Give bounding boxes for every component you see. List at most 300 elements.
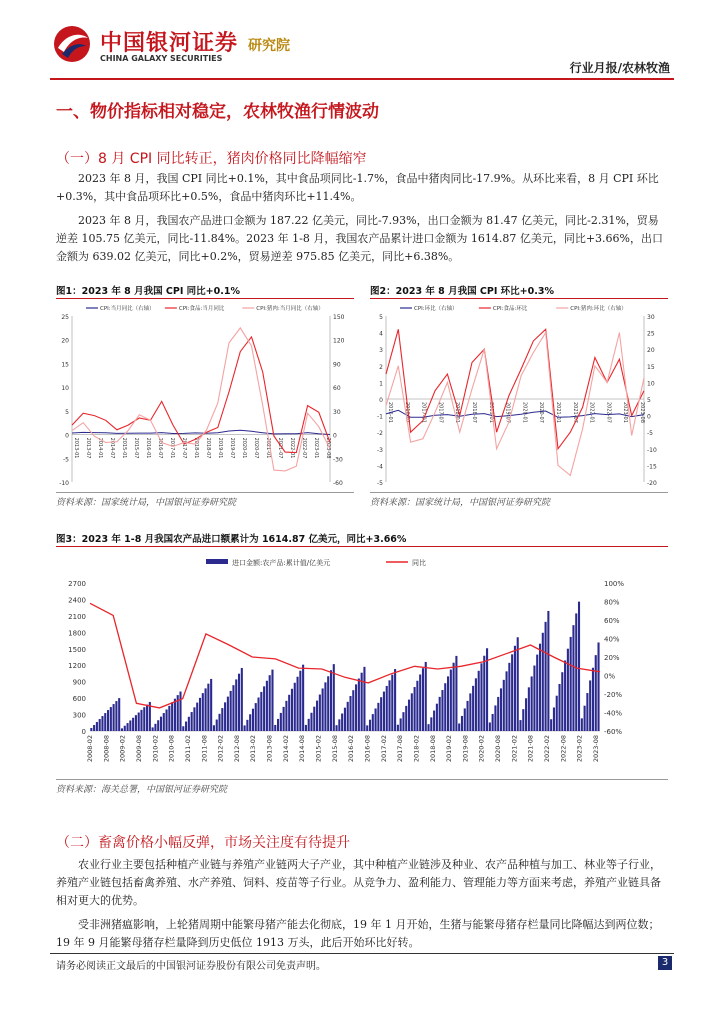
- import-bar: [375, 708, 377, 731]
- x-tick-label: 2015-02: [314, 735, 323, 763]
- import-bar: [310, 713, 312, 731]
- import-bar: [422, 668, 424, 731]
- y-tick-label-left: -1: [377, 413, 383, 421]
- import-bar: [394, 669, 396, 731]
- legend-label: 进口金额:农产品:累计值/亿美元: [232, 559, 331, 567]
- import-bar: [140, 710, 142, 731]
- y-tick-label-left: -5: [63, 456, 69, 464]
- x-tick-label: 2014-08: [298, 735, 307, 763]
- import-bar: [586, 693, 588, 731]
- x-tick-label: 2010-02: [151, 735, 160, 763]
- figure2-rule: [370, 298, 668, 299]
- import-bar: [221, 708, 223, 731]
- x-tick-label: 2021-08: [526, 735, 535, 763]
- import-bar: [319, 695, 321, 731]
- x-tick-label: 2014-07: [109, 437, 115, 459]
- import-bar: [478, 671, 480, 731]
- import-bar: [458, 723, 460, 731]
- x-tick-label: 2019-02: [445, 735, 454, 763]
- import-bar: [581, 718, 583, 731]
- paragraph-cpi: 2023 年 8 月，我国 CPI 同比+0.1%，其中食品项同比-1.7%，食品中猪肉同比-17.9%。从环比来看，8 月 CPI 环比+0.3%，其中食品项环比+0.5%，食品中猪肉环比+11.4%。: [56, 172, 659, 203]
- import-bar: [322, 688, 324, 731]
- paragraph-group-1: [56, 170, 668, 266]
- import-bar: [358, 679, 360, 731]
- x-tick-label: 2018-01: [454, 402, 461, 423]
- import-bar: [506, 671, 508, 731]
- import-bar: [160, 717, 162, 731]
- x-tick-label: 2021-07: [277, 437, 283, 459]
- import-bar: [283, 707, 285, 731]
- import-bar: [341, 714, 343, 731]
- figure1-rule: [56, 298, 354, 299]
- legend-label: CPI:环比（右轴）: [414, 306, 458, 312]
- y-tick-label-right: -15: [647, 463, 657, 471]
- import-bar: [291, 689, 293, 731]
- import-bar: [584, 706, 586, 731]
- legend-swatch: [206, 559, 228, 564]
- import-bar: [288, 695, 290, 731]
- y-tick-label-right: 10: [647, 380, 655, 388]
- import-bar: [235, 679, 237, 731]
- import-bar: [497, 697, 499, 731]
- y-tick-label-right: 25: [647, 330, 655, 338]
- x-tick-label: 2010-08: [167, 735, 176, 763]
- import-bar: [207, 684, 209, 731]
- y-tick-label-right: -40%: [604, 709, 623, 718]
- import-bar: [489, 722, 491, 731]
- y-tick-label-right: -30: [333, 456, 343, 464]
- import-bar: [377, 703, 379, 731]
- x-tick-label: 2013-07: [85, 437, 91, 459]
- x-tick-label: 2022-02: [543, 735, 552, 763]
- x-tick-label: 2017-01: [169, 437, 175, 459]
- brand-institute: 研究院: [248, 38, 290, 54]
- import-bar: [171, 702, 173, 731]
- import-bar: [260, 692, 262, 731]
- import-bar: [241, 668, 243, 731]
- x-tick-label: 2020-01: [241, 437, 247, 459]
- y-tick-label-right: 80%: [604, 598, 620, 607]
- x-tick-label: 2020-07: [538, 402, 545, 423]
- x-tick-label: 2022-01: [289, 437, 295, 459]
- import-bar: [93, 725, 95, 731]
- x-tick-label: 2011-02: [183, 735, 192, 763]
- import-bar: [121, 728, 123, 731]
- import-bar: [397, 725, 399, 731]
- import-bar: [453, 663, 455, 731]
- import-bar: [135, 715, 137, 731]
- import-bar: [528, 687, 530, 731]
- paragraph-trade: 2023 年 8 月，我国农产品进口金额为 187.22 亿美元，同比-7.93%，出口金额为 81.47 亿美元，同比-2.31%，贸易逆差 105.75 亿美元，同比-11.84%。2023 年 1-8 月，我国农产品累计进口金额为 1614.87 亿美元，同比+3.66%，出口金额为 639.02 亿美元，同比+0.2%，贸易逆差 975.85 亿美元，同比+6.38%。: [56, 214, 663, 263]
- import-bar: [90, 728, 92, 731]
- y-tick-label-right: 100%: [604, 580, 625, 588]
- brand-name-cn: 中国银河证券: [100, 31, 239, 56]
- import-bar: [400, 718, 402, 731]
- y-tick-label-right: -60: [333, 480, 343, 487]
- import-bar: [277, 719, 279, 731]
- import-bar: [163, 713, 165, 731]
- import-bar: [308, 719, 310, 731]
- y-tick-label-left: 5: [379, 314, 383, 321]
- import-bar: [558, 684, 560, 731]
- import-bar: [514, 646, 516, 731]
- x-tick-label: 2012-08: [232, 735, 241, 763]
- y-tick-label-right: 0: [333, 432, 337, 440]
- x-tick-label: 2011-08: [200, 735, 209, 763]
- import-bar: [316, 701, 318, 731]
- y-tick-label-left: 20: [61, 337, 69, 345]
- y-tick-label-right: 30: [333, 408, 341, 416]
- y-tick-label-right: 40%: [604, 635, 620, 644]
- import-bar: [522, 709, 524, 731]
- y-tick-label-right: 0%: [604, 672, 616, 681]
- x-tick-label: 2008-08: [102, 735, 111, 763]
- y-tick-label-right: 20%: [604, 654, 620, 662]
- y-tick-label-left: -5: [377, 480, 383, 487]
- y-tick-label-right: 0: [647, 413, 651, 421]
- section-title: 一、物价指标相对稳定，农林牧渔行情波动: [56, 102, 379, 122]
- import-bar: [185, 722, 187, 731]
- import-bar: [344, 708, 346, 731]
- import-bar: [152, 727, 154, 731]
- import-bar: [388, 680, 390, 731]
- import-bar: [542, 633, 544, 731]
- x-tick-label: 2014-02: [281, 735, 290, 763]
- import-bar: [199, 698, 201, 731]
- import-bar: [127, 723, 129, 731]
- x-tick-label: 2013-08: [265, 735, 274, 763]
- import-bar: [224, 702, 226, 731]
- x-tick-label: 2023-01: [313, 437, 319, 459]
- series-line-0: [72, 430, 330, 434]
- y-tick-label-right: 60%: [604, 617, 620, 625]
- import-bar: [595, 655, 597, 731]
- import-bar: [480, 663, 482, 731]
- import-bar: [380, 697, 382, 731]
- import-bar: [570, 637, 572, 731]
- import-bar: [280, 713, 282, 731]
- y-tick-label-left: 0: [379, 397, 383, 404]
- import-bar: [257, 698, 259, 731]
- y-tick-label-left: 15: [61, 361, 69, 369]
- import-bar: [232, 685, 234, 731]
- import-bar: [366, 725, 368, 731]
- x-tick-label: 2017-08: [396, 735, 405, 763]
- x-tick-label: 2009-02: [118, 735, 127, 763]
- x-tick-label: 2023-08: [325, 437, 331, 459]
- figure1-chart: [56, 300, 356, 490]
- import-bar: [427, 724, 429, 731]
- import-bar: [271, 670, 273, 731]
- y-tick-label-left: 900: [72, 678, 86, 687]
- import-bar: [174, 699, 176, 731]
- x-tick-label: 2016-07: [157, 437, 163, 459]
- x-tick-label: 2019-08: [461, 735, 470, 763]
- y-tick-label-right: -60%: [604, 728, 623, 736]
- series-line-1: [386, 329, 644, 449]
- x-tick-label: 2020-01: [521, 402, 528, 423]
- import-bar: [274, 725, 276, 731]
- x-tick-label: 2022-01: [588, 402, 595, 423]
- y-tick-label-left: 1: [379, 380, 383, 388]
- import-bar: [252, 709, 254, 731]
- y-tick-label-left: 0: [81, 728, 86, 736]
- figure3-source: 资料来源：海关总署，中国银河证券研究院: [56, 785, 228, 795]
- import-bar: [327, 676, 329, 731]
- import-bar: [411, 693, 413, 731]
- figure3-chart: [56, 549, 668, 777]
- y-tick-label-left: 300: [72, 711, 86, 720]
- footer-disclaimer: 请务必阅读正文最后的中国银河证券股份有限公司免责声明。: [56, 961, 326, 972]
- x-tick-label: 2016-01: [145, 437, 151, 459]
- series-line-1: [72, 337, 330, 453]
- import-bar: [508, 663, 510, 731]
- y-tick-label-left: 0: [65, 432, 69, 440]
- y-tick-label-right: 120: [333, 337, 345, 345]
- y-tick-label-right: 150: [333, 314, 345, 321]
- y-tick-label-left: 2: [379, 363, 383, 371]
- x-tick-label: 2018-07: [205, 437, 211, 459]
- import-bar: [230, 691, 232, 731]
- y-tick-label-right: 5: [647, 397, 651, 404]
- y-tick-label-right: -20%: [604, 691, 623, 699]
- x-tick-label: 2021-01: [555, 402, 561, 423]
- x-tick-label: 2018-07: [471, 402, 477, 423]
- figure2-source: 资料来源：国家统计局，中国银河证券研究院: [370, 498, 551, 508]
- import-bar: [113, 704, 115, 731]
- import-bar: [408, 700, 410, 731]
- y-tick-label-right: 30: [647, 314, 655, 321]
- import-bar: [246, 720, 248, 731]
- x-tick-label: 2015-07: [133, 437, 139, 459]
- import-bar: [419, 674, 421, 731]
- import-bar: [179, 692, 181, 731]
- import-bar: [467, 701, 469, 731]
- import-bar: [472, 686, 474, 731]
- x-tick-label: 2022-07: [301, 437, 307, 459]
- import-bar: [244, 725, 246, 731]
- import-bar: [294, 683, 296, 731]
- legend-label: CPI:猪肉:当月同比（右轴）: [256, 306, 324, 312]
- import-bar: [402, 712, 404, 731]
- paragraph-group-2: [56, 856, 668, 952]
- import-bar: [464, 708, 466, 731]
- import-bar: [430, 717, 432, 731]
- x-tick-label: 2022-08: [559, 735, 568, 763]
- import-bar: [450, 670, 452, 731]
- y-tick-label-left: 3: [379, 347, 383, 355]
- import-bar: [575, 613, 577, 731]
- y-tick-label-left: 5: [65, 408, 69, 416]
- yoy-line: [90, 603, 600, 708]
- import-bar: [191, 712, 193, 731]
- x-tick-label: 2016-01: [387, 402, 393, 423]
- report-type: 行业月报/农林牧渔: [569, 61, 670, 75]
- legend-label: CPI:当月同比（右轴）: [100, 306, 155, 312]
- legend-label: CPI:食品:环比: [492, 306, 528, 312]
- header-divider: [50, 78, 674, 80]
- subsection-title-1: （一）8 月 CPI 同比转正，猪肉价格同比降幅缩窄: [56, 151, 367, 167]
- import-bar: [210, 679, 212, 731]
- company-logo-icon: [52, 24, 92, 64]
- import-bar: [115, 701, 117, 731]
- import-bar: [386, 686, 388, 731]
- y-tick-label-right: 60: [333, 385, 341, 393]
- x-tick-label: 2015-08: [330, 735, 339, 763]
- x-tick-label: 2018-02: [412, 735, 421, 763]
- import-bar: [202, 693, 204, 731]
- x-tick-label: 2016-08: [363, 735, 372, 763]
- import-bar: [469, 693, 471, 731]
- x-tick-label: 2013-02: [249, 735, 258, 763]
- import-bar: [302, 665, 304, 731]
- y-tick-label-left: -2: [377, 430, 383, 438]
- figure1-source: 资料来源：国家统计局，中国银河证券研究院: [56, 498, 237, 508]
- y-tick-label-right: 90: [333, 361, 341, 369]
- import-bar: [313, 707, 315, 731]
- import-bar: [578, 602, 580, 731]
- import-bar: [383, 692, 385, 731]
- import-bar: [539, 644, 541, 731]
- import-bar: [238, 674, 240, 731]
- y-tick-label-left: -3: [377, 446, 383, 454]
- x-tick-label: 2008-02: [86, 735, 94, 763]
- x-tick-label: 2016-02: [347, 735, 356, 763]
- import-bar: [369, 720, 371, 731]
- y-tick-label-left: 600: [72, 695, 86, 704]
- import-bar: [447, 676, 449, 731]
- figure1-bottom-rule: [56, 492, 354, 493]
- y-tick-label-left: 25: [61, 314, 69, 321]
- legend-label: CPI:食品:当月同比: [178, 306, 225, 312]
- figure3-bottom-rule: [56, 779, 668, 780]
- import-bar: [157, 720, 159, 731]
- import-bar: [503, 680, 505, 731]
- import-bar: [324, 682, 326, 731]
- brand-name-en: CHINA GALAXY SECURITIES: [100, 54, 223, 63]
- import-bar: [572, 625, 574, 731]
- figure3-title: 图3：2023 年 1-8 月我国农产品进口额累计为 1614.87 亿美元，同比+3.66%: [56, 534, 407, 545]
- import-bar: [553, 707, 555, 731]
- y-tick-label-right: -20: [647, 480, 657, 487]
- import-bar: [589, 680, 591, 731]
- import-bar: [517, 637, 519, 731]
- import-bar: [99, 719, 101, 731]
- x-tick-label: 2019-07: [504, 402, 511, 423]
- import-bar: [519, 720, 521, 731]
- y-tick-label-left: 2100: [68, 612, 86, 621]
- import-bar: [444, 683, 446, 731]
- import-bar: [500, 688, 502, 731]
- import-bar: [536, 655, 538, 731]
- figure3-rule: [56, 546, 668, 547]
- import-bar: [372, 714, 374, 731]
- import-bar: [330, 670, 332, 731]
- x-tick-label: 2015-01: [121, 437, 127, 459]
- import-bar: [118, 698, 120, 731]
- import-bar: [196, 703, 198, 731]
- import-bar: [299, 671, 301, 731]
- y-tick-label-left: -4: [377, 463, 383, 471]
- import-bar: [441, 690, 443, 731]
- y-tick-label-left: 2700: [68, 580, 86, 588]
- x-tick-label: 2012-02: [216, 735, 225, 763]
- import-bar: [285, 701, 287, 731]
- x-tick-label: 2021-01: [265, 437, 271, 459]
- y-tick-label-left: 4: [379, 330, 383, 338]
- import-bar: [363, 667, 365, 731]
- import-bar: [511, 654, 513, 731]
- y-tick-label-left: -10: [59, 480, 69, 487]
- paragraph-industry: 农业行业主要包括种植产业链与养殖产业链两大子产业，其中种植产业链涉及种业、农产品种植与加工、林业等子行业，养殖产业链包括畜禽养殖、水产养殖、饲料、疫苗等子行业。从竞争力、盈利能力、管理能力等方面来考虑，养殖产业链具备相对更大的优势。: [56, 858, 661, 907]
- paragraph-swine: 受非洲猪瘟影响，上轮猪周期中能繁母猪产能去化彻底，19 年 1 月开始，生猪与能繁母猪存栏量同比降幅达到两位数；19 年 9 月能繁母猪存栏量降到历史低位 1913 万头，此后开始环比好转。: [56, 918, 660, 949]
- y-tick-label-left: 10: [61, 385, 69, 393]
- import-bar: [545, 622, 547, 731]
- import-bar: [436, 704, 438, 731]
- y-tick-label-right: -5: [647, 430, 653, 438]
- import-bar: [597, 642, 599, 731]
- footer-divider: [50, 953, 674, 954]
- import-bar: [218, 714, 220, 731]
- x-tick-label: 2013-01: [73, 437, 79, 459]
- x-tick-label: 2018-01: [193, 437, 199, 459]
- x-tick-label: 2022-07: [605, 402, 612, 423]
- y-tick-label-right: -10: [647, 446, 657, 454]
- y-tick-label-right: 15: [647, 363, 655, 371]
- y-tick-label-left: 1500: [68, 645, 86, 654]
- import-bar: [216, 720, 218, 731]
- x-tick-label: 2009-08: [134, 735, 143, 763]
- import-bar: [124, 726, 126, 731]
- x-tick-label: 2023-02: [575, 735, 584, 763]
- import-bar: [249, 714, 251, 731]
- import-bar: [567, 649, 569, 731]
- import-bar: [525, 698, 527, 731]
- import-bar: [193, 707, 195, 731]
- import-bar: [338, 719, 340, 731]
- figure2-bottom-rule: [370, 492, 668, 493]
- import-bar: [550, 719, 552, 731]
- import-bar: [107, 710, 109, 731]
- import-bar: [263, 686, 265, 731]
- x-tick-label: 2019-07: [229, 437, 235, 459]
- import-bar: [188, 717, 190, 731]
- figure1-title: 图1：2023 年 8 月我国 CPI 同比+0.1%: [56, 286, 240, 297]
- x-tick-label: 2021-02: [510, 735, 519, 763]
- import-bar: [355, 684, 357, 731]
- subsection-title-2: （二）畜禽价格小幅反弹，市场关注度有待提升: [56, 835, 350, 851]
- import-bar: [494, 705, 496, 731]
- import-bar: [439, 697, 441, 731]
- import-bar: [414, 687, 416, 731]
- import-bar: [104, 713, 106, 731]
- import-bar: [533, 666, 535, 731]
- y-tick-label-left: 1200: [68, 662, 86, 671]
- x-tick-label: 2020-07: [253, 437, 259, 459]
- y-tick-label-left: 2400: [68, 596, 86, 605]
- import-bar: [138, 713, 140, 731]
- page-number: 3: [658, 956, 672, 970]
- import-bar: [556, 696, 558, 731]
- import-bar: [461, 716, 463, 731]
- import-bar: [391, 675, 393, 731]
- x-tick-label: 2016-07: [403, 402, 410, 423]
- x-tick-label: 2020-08: [494, 735, 503, 763]
- import-bar: [205, 688, 207, 731]
- import-bar: [531, 676, 533, 731]
- import-bar: [561, 672, 563, 731]
- import-bar: [129, 720, 131, 731]
